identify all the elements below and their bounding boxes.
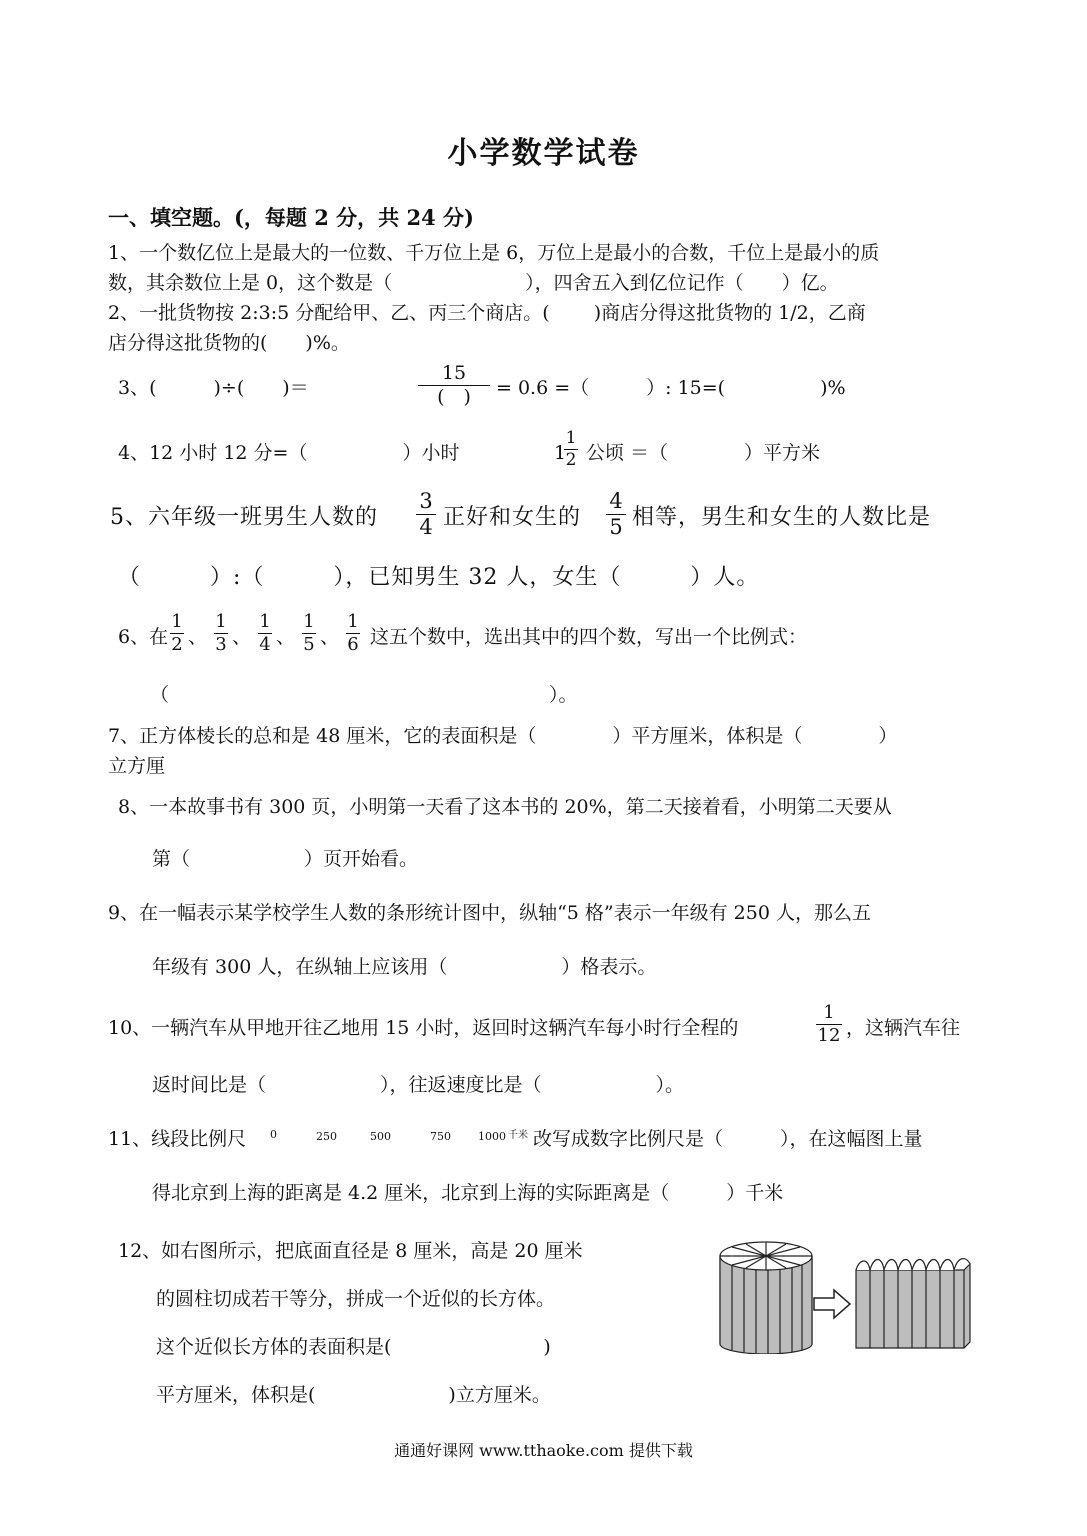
q6-fraction-4 (302, 613, 316, 654)
scale-tick-1000: 1000 (478, 1130, 506, 1143)
q4-numerator: 1 (565, 428, 577, 448)
q5-line2: （ ）:（ ），已知男生 32 人，女生（ ）人。 (118, 565, 760, 590)
q6-f3-denominator: 4 (259, 634, 271, 655)
q6-fraction-3 (258, 613, 272, 654)
q3-part-a: 3、( )÷( )＝ (118, 377, 309, 399)
q4-part-a: 4、12 小时 12 分=（ ）小时 (118, 442, 460, 464)
q4-whole: 1 (554, 442, 567, 464)
q6-part-b: 这五个数中，选出其中的四个数，写出一个比例式： (370, 626, 808, 648)
q8-line1: 8、一本故事书有 300 页，小明第一天看了这本书的 20%，第二天接着看，小明第二天要从 (118, 796, 892, 818)
q5-f1-denominator: 4 (419, 515, 433, 539)
arrow-icon (814, 1290, 850, 1318)
q3-fraction (418, 364, 490, 407)
scale-tick-250: 250 (316, 1130, 337, 1143)
page-title: 小学数学试卷 (447, 136, 640, 171)
q5-part-c: 相等，男生和女生的人数比是 (632, 505, 932, 530)
q5-f1-numerator: 3 (419, 489, 433, 513)
q4-part-b: 公顷 ＝（ ）平方米 (586, 442, 821, 464)
q6-sep-2: 、 (232, 626, 252, 648)
q1-line2: 数，其余数位上是 0，这个数是（ ），四舍五入到亿位记作（ ）亿。 (108, 272, 839, 294)
q6-line2: （ ）。 (150, 684, 578, 706)
q6-sep-4: 、 (320, 626, 340, 648)
q6-fraction-1 (170, 613, 184, 654)
q5-fraction-1 (416, 491, 436, 538)
q7-line2: 立方厘 (108, 755, 166, 777)
cylinder-figure (720, 1242, 812, 1354)
cylinder-to-prism-figure (712, 1236, 982, 1354)
q3-numerator: 15 (441, 362, 467, 384)
q5-part-b: 正好和女生的 (443, 505, 582, 530)
q4-fraction (564, 430, 578, 469)
q9-line1: 9、在一幅表示某学校学生人数的条形统计图中，纵轴“5 格”表示一年级有 250 人，那么五 (108, 902, 871, 924)
q10-denominator: 12 (817, 1025, 841, 1046)
q6-f1-denominator: 2 (171, 634, 183, 655)
q10-numerator: 1 (823, 1002, 835, 1023)
q12-line3: 这个近似长方体的表面积是( ) (156, 1336, 551, 1358)
footer-credit: 通通好课网 www.tthaoke.com 提供下载 (394, 1441, 693, 1460)
q6-sep-1: 、 (188, 626, 208, 648)
scale-tick-0: 0 (270, 1128, 277, 1141)
q3-denominator: ( ) (437, 386, 471, 408)
q6-fraction-5 (346, 613, 360, 654)
scale-tick-500: 500 (370, 1130, 391, 1143)
q6-f5-denominator: 6 (347, 634, 359, 655)
q3-part-b: = 0.6 =（ ）: 15=( )% (496, 377, 846, 399)
q10-part-b: ，这辆汽车往 (846, 1017, 961, 1039)
q7-line1: 7、正方体棱长的总和是 48 厘米，它的表面积是（ ）平方厘米，体积是（ ） (108, 725, 898, 747)
q6-sep-3: 、 (276, 626, 296, 648)
q8-line2: 第（ ）页开始看。 (152, 848, 419, 870)
q12-line2: 的圆柱切成若干等分，拼成一个近似的长方体。 (156, 1288, 556, 1310)
q6-f1-numerator: 1 (171, 611, 183, 632)
q5-fraction-2 (606, 491, 626, 538)
prism-figure (856, 1259, 970, 1348)
q6-f4-numerator: 1 (303, 611, 315, 632)
q6-f3-numerator: 1 (259, 611, 271, 632)
scale-tick-750: 750 (430, 1130, 451, 1143)
q4-denominator: 2 (565, 450, 577, 470)
q10-line2: 返时间比是（ ），往返速度比是（ ）。 (152, 1074, 685, 1096)
q12-line4: 平方厘米，体积是( )立方厘米。 (156, 1384, 551, 1406)
q6-part-a: 6、在 (118, 626, 169, 648)
section-heading: 一、填空题。(，每题 2 分，共 24 分) (108, 205, 474, 230)
q1-line1: 1、一个数亿位上是最大的一位数、千万位上是 6，万位上是最小的合数，千位上是最小的质 (108, 242, 880, 264)
scale-unit: 千米 (508, 1130, 528, 1141)
q12-line1: 12、如右图所示，把底面直径是 8 厘米，高是 20 厘米 (118, 1240, 583, 1262)
q6-fraction-2 (214, 613, 228, 654)
q2-line1: 2、一批货物按 2:3:5 分配给甲、乙、丙三个商店。( )商店分得这批货物的 1/2，乙商 (108, 302, 866, 324)
q11-part-b: 改写成数字比例尺是（ ），在这幅图上量 (533, 1128, 923, 1150)
q5-f2-denominator: 5 (609, 515, 623, 539)
q6-f2-denominator: 3 (215, 634, 227, 655)
q2-line2: 店分得这批货物的( )%。 (108, 332, 350, 354)
q10-fraction (816, 1004, 842, 1045)
q5-f2-numerator: 4 (609, 489, 623, 513)
q11-line2: 得北京到上海的距离是 4.2 厘米，北京到上海的实际距离是（ ）千米 (152, 1182, 784, 1204)
q10-part-a: 10、一辆汽车从甲地开往乙地用 15 小时，返回时这辆汽车每小时行全程的 (108, 1017, 739, 1039)
q6-f2-numerator: 1 (215, 611, 227, 632)
q6-f4-denominator: 5 (303, 634, 315, 655)
q6-f5-numerator: 1 (347, 611, 359, 632)
q5-part-a: 5、六年级一班男生人数的 (110, 505, 378, 530)
q11-part-a: 11、线段比例尺 (108, 1128, 247, 1150)
q9-line2: 年级有 300 人，在纵轴上应该用（ ）格表示。 (152, 956, 657, 978)
